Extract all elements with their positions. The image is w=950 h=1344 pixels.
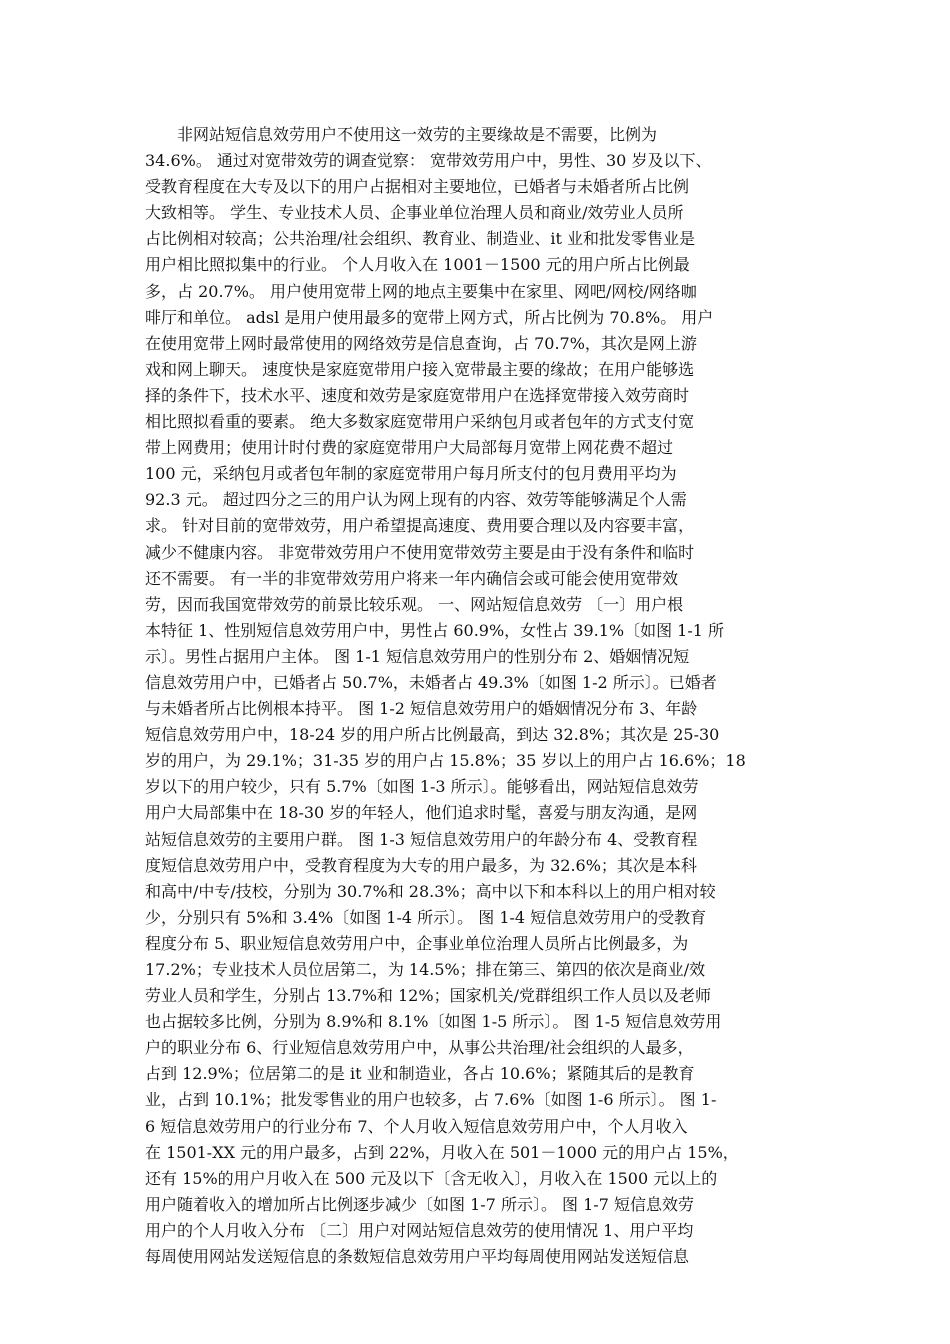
text-line: 非网站短信息效劳用户不使用这一效劳的主要缘故是不需要，比例为: [145, 125, 658, 144]
text-line: 户的职业分布 6、行业短信息效劳用户中，从事公共治理/社会组织的人最多，: [145, 1038, 694, 1058]
text-line: 占比例相对较高；公共治理/社会组织、教育业、制造业、it 业和批发零售业是: [145, 229, 696, 249]
text-line: 用户大局部集中在 18-30 岁的年轻人，他们追求时髦，喜爱与朋友沟通，是网: [145, 803, 698, 823]
text-line: 啡厅和单位。 adsl 是用户使用最多的宽带上网方式，所占比例为 70.8%。 用户: [145, 307, 714, 327]
text-line: 每周使用网站发送短信息的条数短信息效劳用户平均每周使用网站发送短信息: [145, 1247, 690, 1267]
text-line: 业，占到 10.1%；批发零售业的用户也较多，占 7.6%〔如图 1-6 所示〕。 图 1-: [145, 1090, 717, 1110]
text-line: 择的条件下，技术水平、速度和效劳是家庭宽带用户在选择宽带接入效劳商时: [145, 385, 690, 405]
text-line: 用户的个人月收入分布 〔二〕用户对网站短信息效劳的使用情况 1、用户平均: [145, 1220, 694, 1240]
text-line: 34.6%。 通过对宽带效劳的调查觉察： 宽带效劳用户中，男性、30 岁及以下、: [145, 151, 712, 171]
text-line: 用户随着收入的增加所占比例逐步减少〔如图 1-7 所示〕。 图 1-7 短信息效劳: [145, 1194, 694, 1214]
text-line: 站短信息效劳的主要用户群。 图 1-3 短信息效劳用户的年龄分布 4、受教育程: [145, 829, 698, 849]
text-line: 短信息效劳用户中，18-24 岁的用户所占比例最高，到达 32.8%；其次是 25-30: [145, 725, 720, 745]
text-line: 戏和网上聊天。 速度快是家庭宽带用户接入宽带最主要的缘故；在用户能够选: [145, 359, 695, 379]
text-line: 求。 针对目前的宽带效劳，用户希望提高速度、费用要合理以及内容要丰富，: [145, 516, 695, 536]
text-line: 17.2%；专业技术人员位居第二，为 14.5%；排在第三、第四的依次是商业/效: [145, 960, 706, 979]
text-line: 减少不健康内容。 非宽带效劳用户不使用宽带效劳主要是由于没有条件和临时: [145, 542, 695, 562]
text-line: 劳业人员和学生，分别占 13.7%和 12%；国家机关/党群组织工作人员以及老师: [145, 986, 711, 1006]
text-line: 与未婚者所占比例根本持平。 图 1-2 短信息效劳用户的婚姻情况分布 3、年龄: [145, 699, 698, 719]
document-body: [145, 122, 807, 1270]
text-line: 本特征 1、性别短信息效劳用户中，男性占 60.9%，女性占 39.1%〔如图 1-1 所: [145, 620, 725, 640]
text-line: 少，分别只有 5%和 3.4%〔如图 1-4 所示〕。 图 1-4 短信息效劳用户的受教育: [145, 907, 707, 927]
text-line: 在使用宽带上网时最常使用的网络效劳是信息查询，占 70.7%，其次是网上游: [145, 333, 697, 353]
text-line: 和高中/中专/技校，分别为 30.7%和 28.3%；高中以下和本科以上的用户相对较: [145, 881, 716, 901]
text-line: 度短信息效劳用户中，受教育程度为大专的用户最多，为 32.6%；其次是本科: [145, 855, 697, 875]
text-line: 相比照拟看重的要素。 绝大多数家庭宽带用户采纳包月或者包年的方式支付宽: [145, 412, 695, 432]
text-line: 还不需要。 有一半的非宽带效劳用户将来一年内确信会或可能会使用宽带效: [145, 568, 679, 588]
text-line: 也占据较多比例，分别为 8.9%和 8.1%〔如图 1-5 所示〕。 图 1-5 短信息效劳用: [145, 1012, 722, 1032]
text-line: 大致相等。 学生、专业技术人员、企事业单位治理人员和商业/效劳业人员所: [145, 203, 684, 223]
text-line: 还有 15%的用户月收入在 500 元及以下〔含无收入〕，月收入在 1500 元以上的: [145, 1168, 718, 1188]
text-line: 在 1501-XX 元的用户最多，占到 22%，月收入在 501－1000 元的用户占 15%，: [145, 1142, 739, 1162]
text-line: 92.3 元。 超过四分之三的用户认为网上现有的内容、效劳等能够满足个人需: [145, 490, 687, 510]
text-line: 多，占 20.7%。 用户使用宽带上网的地点主要集中在家里、网吧/网校/网络咖: [145, 281, 697, 301]
text-line: 带上网费用；使用计时付费的家庭宽带用户大局部每月宽带上网花费不超过: [145, 438, 674, 458]
text-line: 岁以下的用户较少，只有 5.7%〔如图 1-3 所示〕。能够看出，网站短信息效劳: [145, 777, 699, 797]
text-line: 100 元，采纳包月或者包年制的家庭宽带用户每月所支付的包月费用平均为: [145, 464, 677, 484]
text-line: 信息效劳用户中，已婚者占 50.7%，未婚者占 49.3%〔如图 1-2 所示〕。已婚者: [145, 672, 717, 692]
text-line: 示〕。男性占据用户主体。 图 1-1 短信息效劳用户的性别分布 2、婚姻情况短: [145, 646, 690, 666]
text-line: 占到 12.9%；位居第二的是 it 业和制造业，各占 10.6%；紧随其后的是教育: [145, 1064, 695, 1084]
text-line: 受教育程度在大专及以下的用户占据相对主要地位，已婚者与未婚者所占比例: [145, 177, 690, 197]
text-line: 劳，因而我国宽带效劳的前景比较乐观。 一、网站短信息效劳 〔一〕用户根: [145, 594, 684, 614]
text-line: 用户相比照拟集中的行业。 个人月收入在 1001－1500 元的用户所占比例最: [145, 255, 690, 275]
text-line: 6 短信息效劳用户的行业分布 7、个人月收入短信息效劳用户中，个人月收入: [145, 1116, 688, 1136]
text-line: 岁的用户，为 29.1%；31-35 岁的用户占 15.8%；35 岁以上的用户占 16.6%；18: [145, 751, 746, 771]
text-line: 程度分布 5、职业短信息效劳用户中，企事业单位治理人员所占比例最多，为: [145, 933, 689, 953]
